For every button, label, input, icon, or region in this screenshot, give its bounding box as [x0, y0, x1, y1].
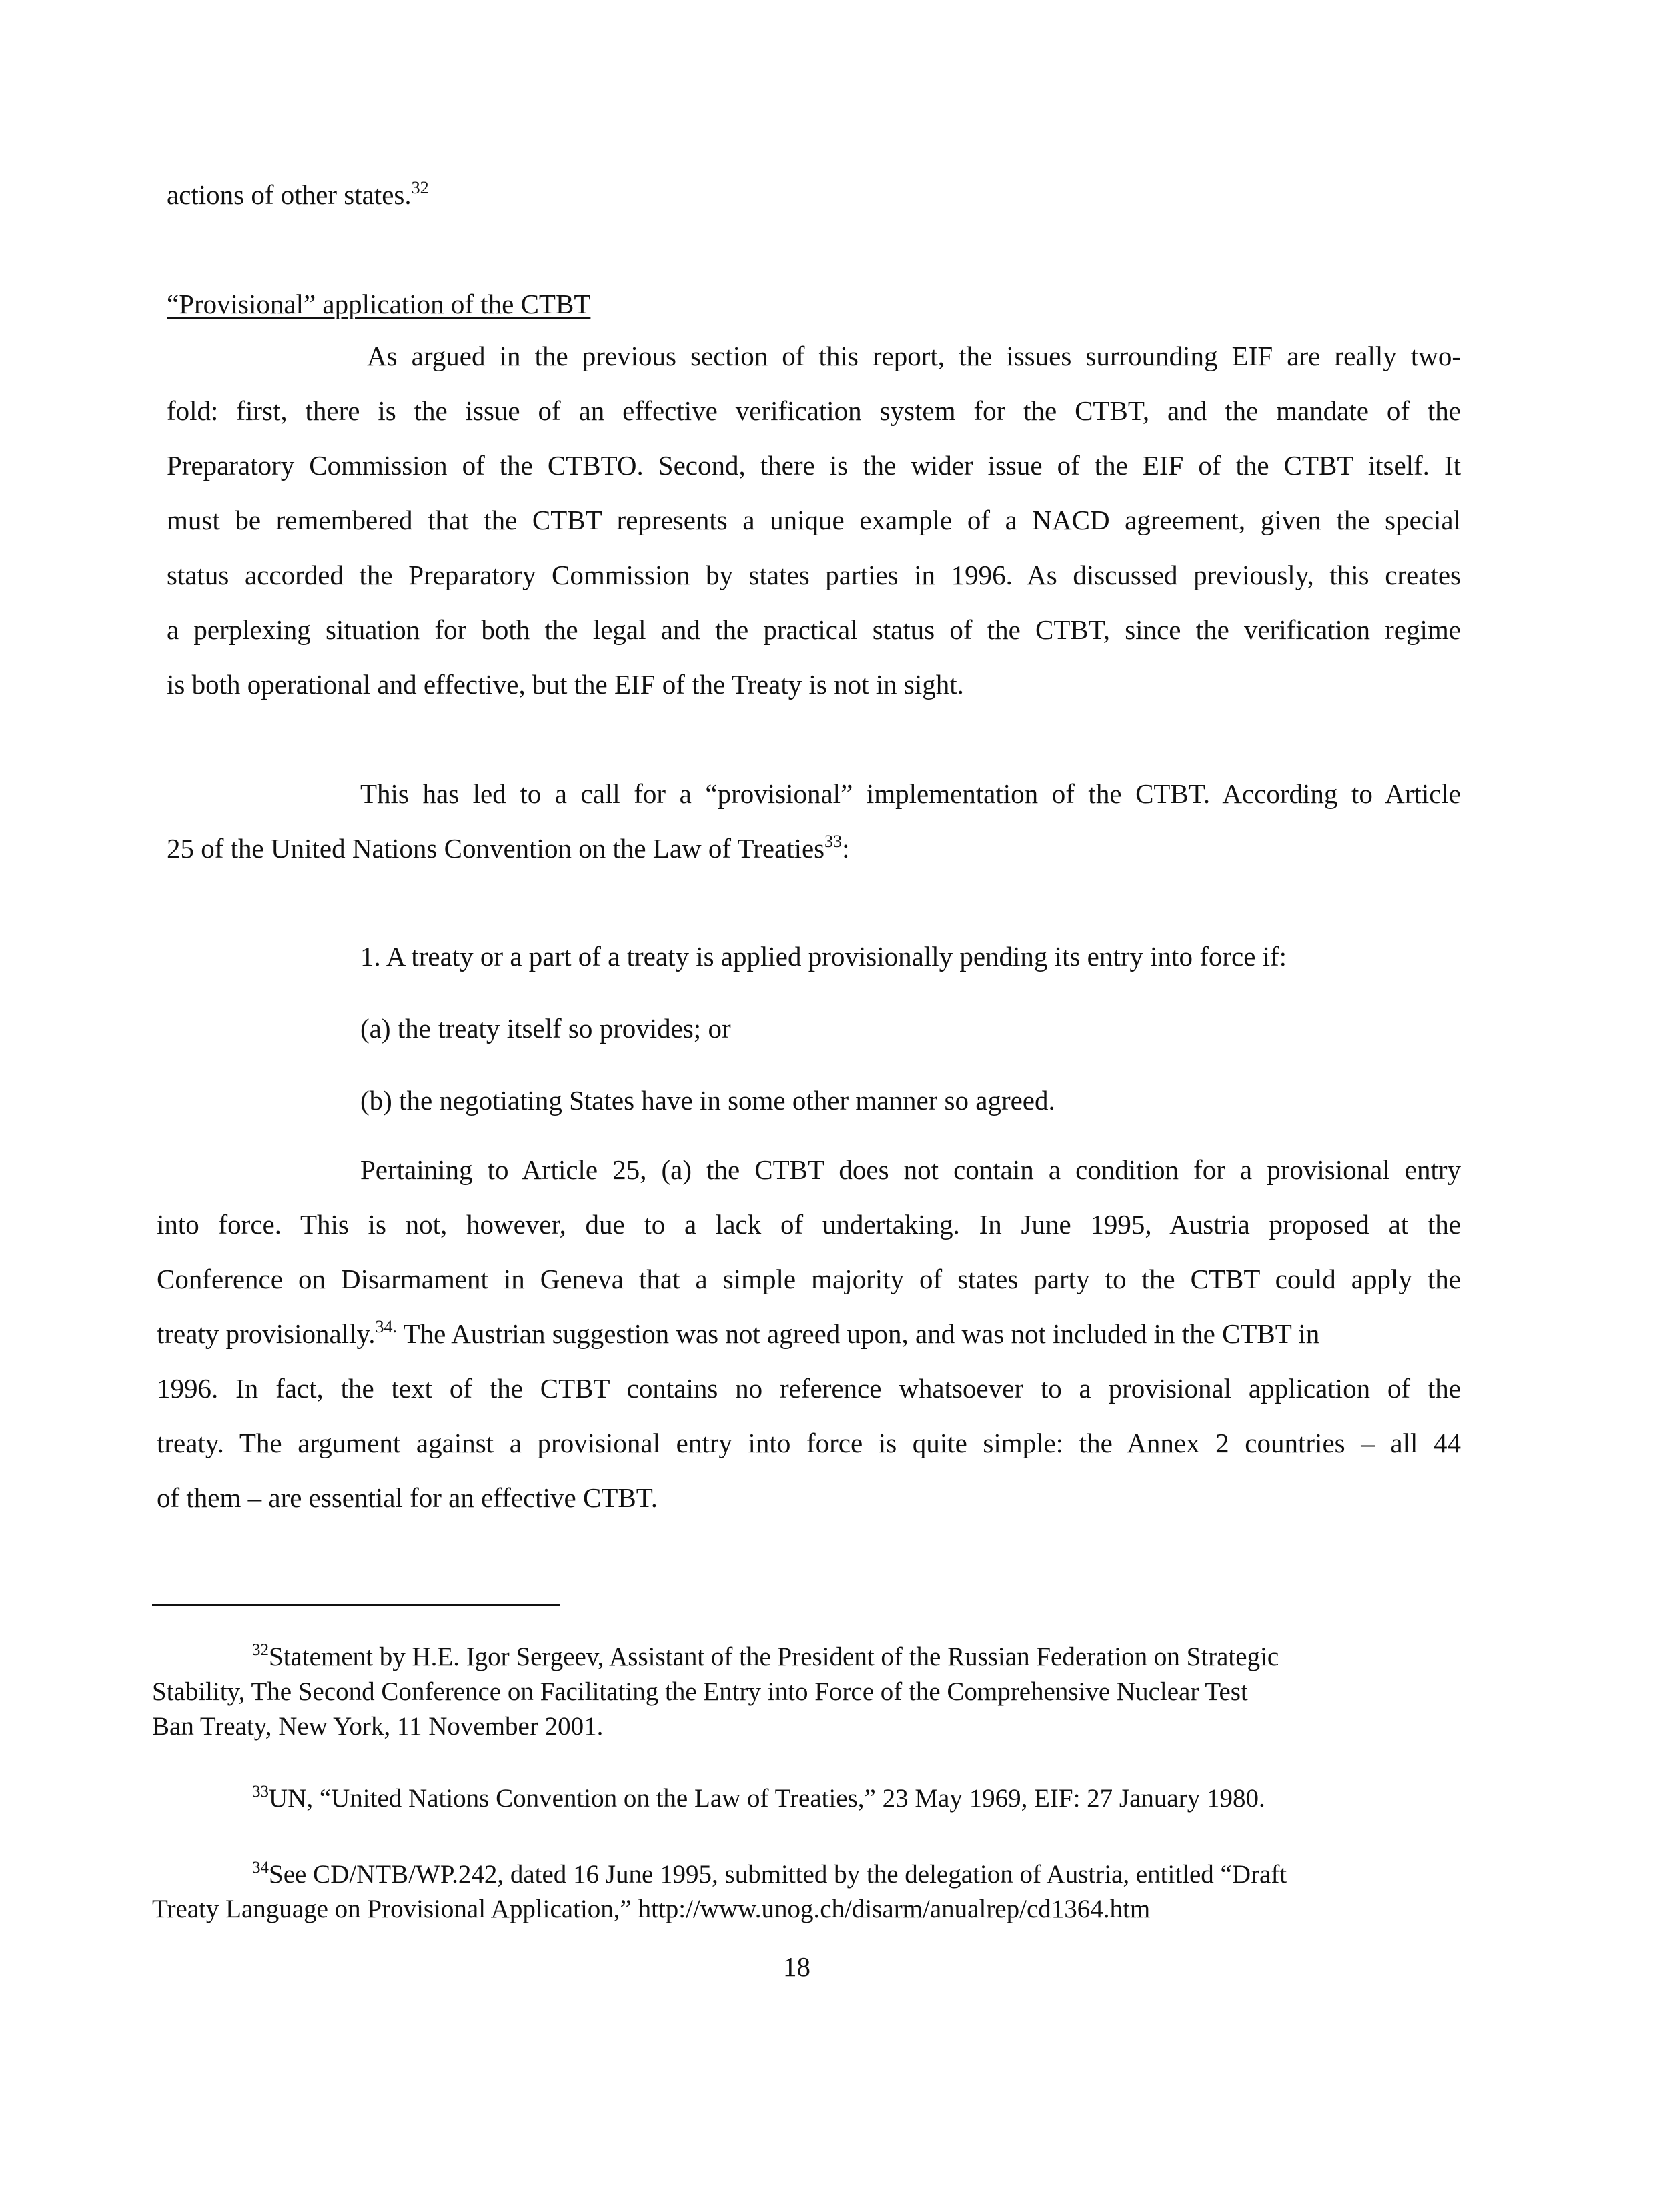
quote-item-a: (a) the treaty itself so provides; or — [360, 1013, 731, 1044]
footnote-text: Statement by H.E. Igor Sergeev, Assistant of the President of the Russian Federation on Strategic — [269, 1642, 1279, 1671]
footnote-line: Stability, The Second Conference on Facilitating the Entry into Force of the Comprehensive Nuclear Test — [152, 1677, 1248, 1706]
paragraph-text: : — [842, 833, 850, 864]
footnote-ref-34: 34. — [375, 1317, 398, 1336]
paragraph-line: into force. This is not, however, due to a lack of undertaking. In June 1995, Austria proposed at the — [157, 1209, 1461, 1240]
paragraph-line: of them – are essential for an effective CTBT. — [157, 1482, 658, 1513]
paragraph-line: 1996. In fact, the text of the CTBT contains no reference whatsoever to a provisional application of the — [157, 1373, 1461, 1404]
quote-item-1: 1. A treaty or a part of a treaty is applied provisionally pending its entry into force if: — [360, 941, 1287, 972]
paragraph-line: Conference on Disarmament in Geneva that a simple majority of states party to the CTBT could apply the — [157, 1264, 1461, 1294]
footnote-number: 32 — [252, 1641, 269, 1659]
paragraph-line: treaty. The argument against a provisional entry into force is quite simple: the Annex 2 countries – all 44 — [157, 1428, 1461, 1458]
footnote-ref-32: 32 — [411, 178, 429, 197]
paragraph-text: 25 of the United Nations Convention on the Law of Treaties — [167, 833, 825, 864]
footnote-text: UN, “United Nations Convention on the Law of Treaties,” 23 May 1969, EIF: 27 January 1980. — [269, 1784, 1265, 1813]
paragraph-line: status accorded the Preparatory Commission by states parties in 1996. As discussed previously, this creates — [167, 560, 1461, 590]
footnote-number: 34 — [252, 1859, 269, 1877]
carryover-text: actions of other states. — [167, 179, 412, 210]
page-number: 18 — [783, 1951, 810, 1982]
paragraph-line: This has led to a call for a “provisional” implementation of the CTBT. According to Article — [360, 778, 1461, 809]
paragraph-text: The Austrian suggestion was not agreed upon, and was not included in the CTBT in — [397, 1318, 1320, 1349]
footnote-line — [252, 1783, 1265, 1814]
carryover-line — [167, 179, 429, 211]
paragraph-line: Preparatory Commission of the CTBTO. Second, there is the wider issue of the EIF of the CTBT itself. It — [167, 450, 1461, 481]
paragraph-line — [157, 1318, 1461, 1350]
paragraph-text: treaty provisionally. — [157, 1318, 376, 1349]
paragraph-line: As argued in the previous section of this report, the issues surrounding EIF are really two- — [367, 341, 1461, 371]
footnote-line: Treaty Language on Provisional Application,” http://www.unog.ch/disarm/anualrep/cd1364.htm — [152, 1895, 1151, 1923]
paragraph-line: fold: first, there is the issue of an effective verification system for the CTBT, and the mandate of the — [167, 395, 1461, 426]
paragraph-line: a perplexing situation for both the legal and the practical status of the CTBT, since the verification regime — [167, 614, 1461, 645]
footnote-line — [252, 1859, 1287, 1890]
footnote-line: Ban Treaty, New York, 11 November 2001. — [152, 1712, 604, 1741]
paragraph-line — [167, 832, 850, 864]
footnote-number: 33 — [252, 1783, 269, 1801]
footnote-line — [252, 1642, 1279, 1673]
paragraph-line: is both operational and effective, but the EIF of the Treaty is not in sight. — [167, 669, 964, 700]
paragraph-line: must be remembered that the CTBT represents a unique example of a NACD agreement, given the special — [167, 505, 1461, 535]
footnote-text: See CD/NTB/WP.242, dated 16 June 1995, submitted by the delegation of Austria, entitled “Draft — [269, 1860, 1287, 1889]
paragraph-line: Pertaining to Article 25, (a) the CTBT does not contain a condition for a provisional entry — [360, 1154, 1461, 1185]
footnote-separator — [152, 1604, 560, 1606]
quote-item-b: (b) the negotiating States have in some other manner so agreed. — [360, 1085, 1055, 1116]
section-heading: “Provisional” application of the CTBT — [167, 289, 591, 319]
footnote-ref-33: 33 — [824, 832, 843, 851]
